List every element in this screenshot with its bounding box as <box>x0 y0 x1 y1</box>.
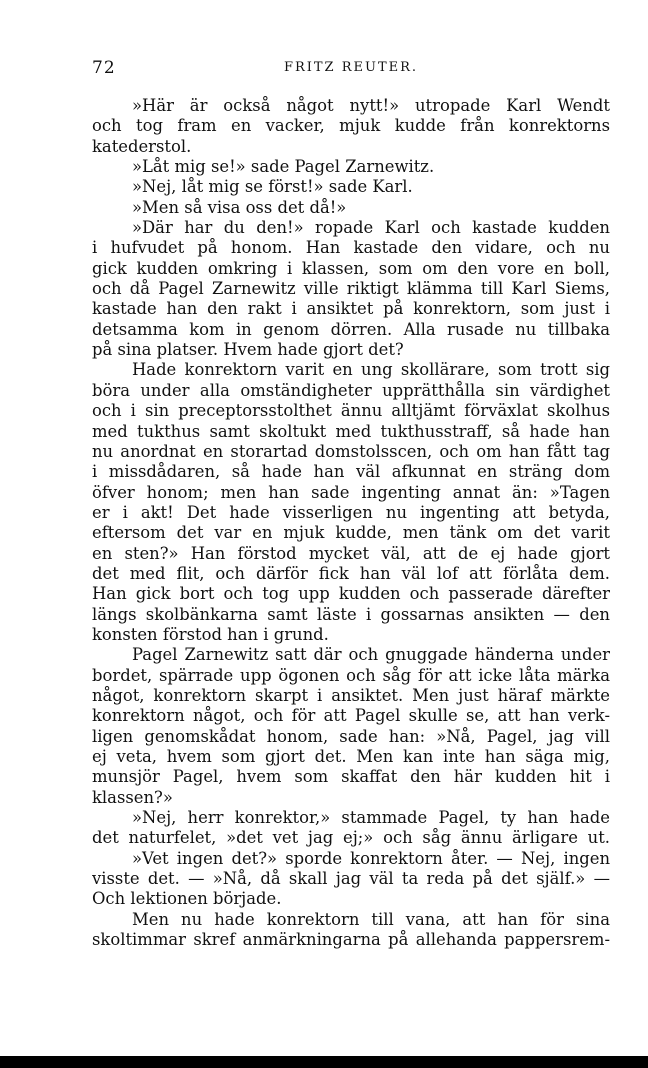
text-line: ligen genomskådat honom, sade han: »Nå, Pagel, jag vill <box>92 726 610 746</box>
text-line: ej veta, hvem som gjort det. Men kan inte han säga mig, <box>92 747 610 766</box>
scan-bottom-edge <box>0 1056 648 1068</box>
text-line: klassen?» <box>92 787 173 807</box>
text-line: på sina platser. Hvem hade gjort det? <box>92 340 404 360</box>
text-line: med tukthus samt skoltukt med tukthusstraff, så hade han <box>92 421 610 441</box>
page-header <box>92 58 610 84</box>
body-text <box>92 96 610 950</box>
text-line: konsten förstod han i grund. <box>92 624 329 644</box>
text-line: »Men så visa oss det då!» <box>132 197 347 217</box>
text-line: detsamma kom in genom dörren. Alla rusade nu tillbaka <box>92 319 610 339</box>
running-head: FRITZ REUTER. <box>283 60 419 75</box>
text-line: och då Pagel Zarnewitz ville riktigt klämma till Karl Siems, <box>92 279 610 299</box>
text-line: öfver honom; men han sade ingenting annat än: »Tagen <box>92 482 610 502</box>
text-line: i hufvudet på honom. Han kastade den vidare, och nu <box>92 238 610 258</box>
text-line: konrektorn något, och för att Pagel skulle se, att han verk- <box>92 706 610 726</box>
text-line: skoltimmar skref anmärkningarna på allehanda pappersrem- <box>92 930 610 950</box>
text-line: visste det. — »Nå, då skall jag väl ta reda på det själf.» — <box>92 869 610 889</box>
page-number: 72 <box>92 58 116 78</box>
text-line: »Nej, låt mig se först!» sade Karl. <box>132 177 413 197</box>
text-line: eftersom det var en mjuk kudde, men tänk om det varit <box>92 523 610 543</box>
text-line: »Här är också något nytt!» utropade Karl Wendt <box>132 96 610 115</box>
text-line: något, konrektorn skarpt i ansiktet. Men just häraf märkte <box>92 685 610 705</box>
text-line: »Nej, herr konrektor,» stammade Pagel, ty han hade <box>132 808 610 828</box>
text-line: Pagel Zarnewitz satt där och gnuggade händerna under <box>132 645 610 665</box>
text-line: och i sin preceptorsstolthet ännu alltjämt förväxlat skolhus <box>92 401 610 421</box>
text-line: gick kudden omkring i klassen, som om den vore en boll, <box>92 258 610 278</box>
text-line: en sten?» Han förstod mycket väl, att de ej hade gjort <box>92 543 610 563</box>
text-line: »Där har du den!» ropade Karl och kastade kudden <box>132 218 610 238</box>
text-line: Hade konrektorn varit en ung skollärare, som trott sig <box>132 360 610 380</box>
text-line: det med flit, och därför fick han väl lof att förlåta dem. <box>92 563 610 583</box>
text-line: det naturfelet, »det vet jag ej;» och såg ännu ärligare ut. <box>92 828 610 848</box>
text-line: längs skolbänkarna samt läste i gossarnas ansikten — den <box>92 604 610 624</box>
text-line: bordet, spärrade upp ögonen och såg för att icke låta märka <box>92 665 610 685</box>
text-line: och tog fram en vacker, mjuk kudde från konrektorns <box>92 116 610 136</box>
text-line: munsjör Pagel, hvem som skaffat den här kudden hit i <box>92 767 610 787</box>
text-line: Men nu hade konrektorn till vana, att han för sina <box>132 909 610 929</box>
text-line: katederstol. <box>92 136 192 156</box>
text-line: er i akt! Det hade visserligen nu ingenting att betyda, <box>92 502 610 522</box>
text-line: böra under alla omständigheter upprätthålla sin värdighet <box>92 380 610 400</box>
text-line: »Låt mig se!» sade Pagel Zarnewitz. <box>132 157 435 177</box>
text-line: Han gick bort och tog upp kudden och passerade därefter <box>92 584 610 604</box>
text-line: kastade han den rakt i ansiktet på konrektorn, som just i <box>92 299 610 319</box>
text-line: Och lektionen började. <box>92 889 282 909</box>
text-line: nu anordnat en storartad domstolsscen, och om han fått tag <box>92 441 610 461</box>
text-line: »Vet ingen det?» sporde konrektorn åter. — Nej, ingen <box>132 848 610 868</box>
text-line: i missdådaren, så hade han väl afkunnat en sträng dom <box>92 462 610 482</box>
